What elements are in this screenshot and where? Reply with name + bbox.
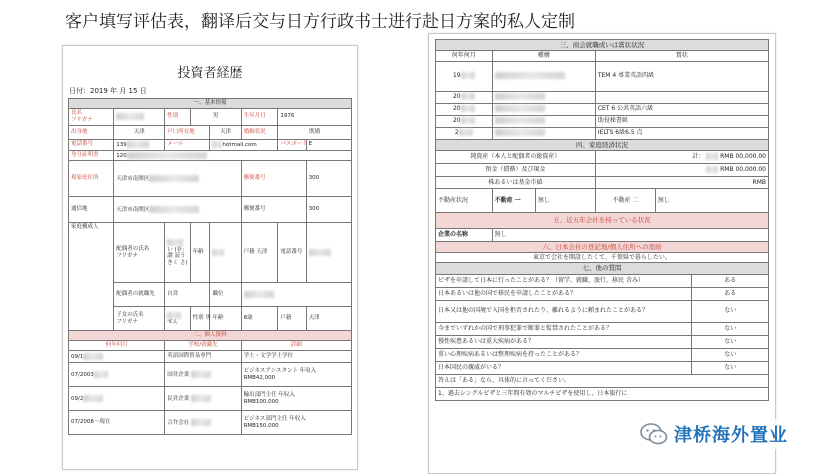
label-company: 企業の名称: [436, 228, 493, 241]
label-child-name: 子女の氏名 フリガナ: [114, 307, 165, 331]
value-spouse-age: [210, 223, 241, 283]
value-spouse-phone: [306, 223, 351, 283]
table-row: 19 TEM 4 専業英語四級: [436, 61, 769, 91]
section-finance: 四、家庭経済状況: [436, 139, 769, 150]
value-real-estate-1: 無し: [535, 188, 595, 212]
value-hukou: 天津: [210, 125, 241, 139]
label-child-gender: 性別 男: [190, 307, 210, 331]
label-stock: 株あるいは基金市値: [436, 176, 596, 188]
col-school: 学校/就職先: [165, 341, 241, 351]
doc-title: 投資者経歴: [177, 66, 243, 81]
value-stock: RMB: [595, 176, 768, 188]
table-row: 20 助役秘書級: [436, 115, 769, 127]
label-hukou: 戸口所在地: [165, 125, 210, 139]
investor-profile-sheet-page2: [428, 33, 776, 474]
label-deposit: 預金（債務）及び現金: [436, 163, 596, 176]
table-row: 日本国民の親戚がいる？ ない: [436, 361, 769, 374]
value-net-assets: 計： RMB 00,000.00: [595, 150, 768, 163]
headline: 客户填写评估表，翻译后交与日方行政书士进行赴日方案的私人定制: [65, 12, 575, 32]
value-child-hukou: 天津: [306, 307, 351, 331]
section-questions: 七、他の質問: [436, 263, 769, 274]
value-mail-address: 天津市南開区: [114, 197, 241, 223]
table-row: 20: [436, 91, 769, 103]
label-spouse-phone: 電話番号: [278, 223, 306, 283]
col-org: 種構: [492, 51, 595, 62]
watermark-logo: [636, 419, 792, 449]
value-child-name: せん: [165, 307, 190, 331]
doc-date: 日付：2019 年 月 15 日: [69, 87, 147, 95]
table-row: 重い心理疾病あるいは整理疾病を持ったことがある？ ない: [436, 348, 769, 361]
japan-address-text: 東京で会社を開設したくて、千葉県で暮らしたい。: [436, 252, 769, 263]
table-row: 20 CET 6 公共英語六級: [436, 103, 769, 115]
label-birthplace: 出身地: [69, 125, 114, 139]
label-spouse-hukou: 戸籍 天津: [241, 223, 278, 283]
investor-profile-sheet: [62, 45, 358, 470]
value-name: [114, 108, 165, 125]
label-spouse-work: 配偶者の就職先: [114, 283, 165, 307]
label-spouse-position: 職位: [210, 283, 241, 307]
col-date: 何年何月: [436, 51, 493, 62]
label-spouse-age: 年齢: [190, 223, 210, 283]
value-birthdate: 1976: [278, 108, 352, 125]
label-birthdate: 生年月日: [241, 108, 278, 125]
table-row: 09/1 英語国際貿易専門 学士・文学学士学位: [69, 351, 352, 363]
col-detail: 詳細: [241, 341, 351, 351]
col-date: 何年何月: [69, 341, 165, 351]
section-basic: 一、基本情報: [69, 99, 352, 109]
wechat-icon: [640, 423, 668, 445]
value-phone: 139: [114, 139, 165, 150]
label-marital: 婚姻状況: [241, 125, 278, 139]
section-awards: 三、商会就職或いは賞状状況: [436, 40, 769, 51]
section-japan-address: 六、日本会社の登記地/個人住所への需給: [436, 241, 769, 252]
label-net-assets: 純資産（本人と配偶者の総資産）: [436, 150, 596, 163]
label-name: 氏名 フリガナ: [69, 108, 114, 125]
label-real-estate-2: 不動産 二: [595, 188, 655, 212]
value-spouse-work: 自営: [165, 283, 210, 307]
label-child-age: 年齢: [210, 307, 241, 331]
details-table: [435, 39, 769, 401]
table-row: 日本又は他の国境で入国を拒否されたり、離れるように頼まれたことがある？ ない: [436, 300, 769, 322]
label-real-estate-1: 不動産 一: [492, 188, 535, 212]
label-postal-2: 郵便番号: [241, 197, 306, 223]
label-spouse-name: 配偶者の氏名 フリガナ: [114, 223, 165, 283]
label-family: 家庭構成人: [69, 223, 114, 331]
basic-info-table: [68, 98, 352, 435]
table-row: 07/2003 国営企業 ビジネスアシスタント 年収入 RMB42,000: [69, 363, 352, 387]
table-row: ビザを申請して日本に行ったことがある？（留学、就職、旅行、移民 含み） ある: [436, 274, 769, 287]
table-row: 09/2 民営企業 輸出部門主任 年収入 RMB100,000: [69, 387, 352, 411]
col-award: 賞状: [595, 51, 768, 62]
label-child-hukou: 戸籍: [278, 307, 306, 331]
value-marital: 既婚: [278, 125, 352, 139]
value-company: 無し: [492, 228, 768, 241]
label-email: メール: [165, 139, 210, 150]
label-real-estate: 不動産状況: [436, 188, 493, 212]
answer-1: 1、過去シングルビザと三年間有効のマルチビザを使用し、日本旅行に: [436, 387, 769, 400]
value-spouse-position: [241, 283, 351, 307]
label-home-address: 現家庭住所: [69, 161, 114, 197]
section-company: 五、近五年会社を持っている状況: [436, 212, 769, 228]
value-birthplace: 天津: [114, 125, 165, 139]
value-deposit: RMB 00,000.00: [595, 163, 768, 176]
table-row: 今までいずれかの国で刑事犯罪で断罪と監禁されたことがある？ ない: [436, 322, 769, 335]
value-child-age: 8歳: [241, 307, 278, 331]
table-row: 慢性疾患あるいは重大疾病がある？ ない: [436, 335, 769, 348]
label-passport: パスポート: [278, 139, 306, 150]
label-mail-address: 通信地: [69, 197, 114, 223]
value-home-address: 天津市南開区: [114, 161, 241, 197]
table-row: 日本あるいは他の国で移民を申請したことがある？ ある: [436, 287, 769, 300]
label-id-card: 身分証明書: [69, 150, 114, 161]
label-postal-1: 郵便番号: [241, 161, 306, 197]
value-postal-1: 300: [306, 161, 351, 197]
value-spouse-name: い (非：讃 読うきく さ): [165, 223, 190, 283]
value-postal-2: 300: [306, 197, 351, 223]
label-gender: 性別: [165, 108, 190, 125]
value-id-card: 120: [114, 150, 352, 161]
value-real-estate-2: 無し: [655, 188, 768, 212]
section-personal: 二、個人資料: [69, 331, 352, 341]
value-email: hotmail.com: [210, 139, 278, 150]
logo-text: 津桥海外置业: [674, 425, 788, 446]
table-row: 2 IELTS 6級6.5 点: [436, 127, 769, 139]
value-passport: E: [306, 139, 351, 150]
table-row: 07/2008～現在 合弁会社 ビジネス部門主任 年収入 RMB150,000: [69, 411, 352, 435]
label-phone: 電話番号: [69, 139, 114, 150]
answer-note: 答えは「ある」なら、具体的に言ってください。: [436, 374, 769, 387]
value-gender: 男: [190, 108, 241, 125]
